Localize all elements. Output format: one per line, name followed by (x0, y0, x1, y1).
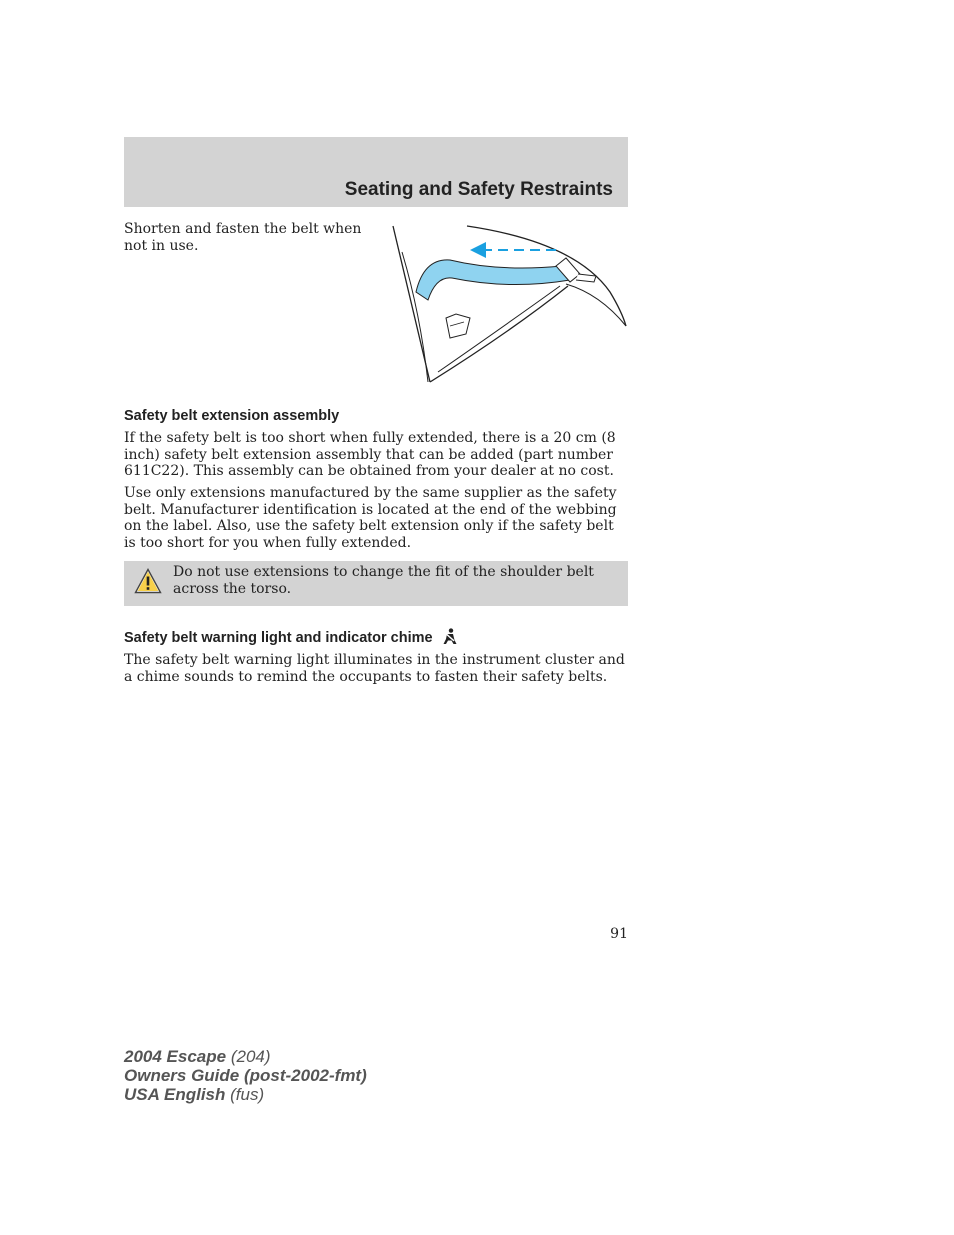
extension-paragraph-2: Use only extensions manufactured by the same supplier as the safety belt. Manufacturer identification is located at the end of the webbing on the label. Also, use the safety belt extension only if the safety belt is too short for you when fully extended. (124, 485, 617, 551)
section-title: Seating and Safety Restraints (344, 179, 613, 200)
warning-triangle-icon (134, 568, 162, 594)
page-number: 91 (610, 926, 628, 942)
extension-heading: Safety belt extension assembly (124, 408, 340, 424)
footer-line-1: 2004 Escape (204) (124, 1047, 271, 1066)
warning-box (124, 561, 628, 606)
footer-line-3: USA English (fus) (124, 1085, 265, 1104)
chime-paragraph: The safety belt warning light illuminates in the instrument cluster and a chime sounds to remind the occupants to fasten their safety belts. (124, 652, 625, 685)
extension-paragraph-1: If the safety belt is too short when fully extended, there is a 20 cm (8 inch) safety belt extension assembly that can be added (part number 611C22). This assembly can be obtained from your dealer at no cost. (124, 430, 616, 479)
warning-text: Do not use extensions to change the fit of the shoulder belt across the torso. (173, 564, 594, 597)
footer-line-2: Owners Guide (post-2002-fmt) (124, 1066, 367, 1085)
footer (124, 1047, 367, 1104)
seatbelt-person-icon (442, 628, 458, 645)
chime-heading-row (124, 628, 458, 646)
chime-heading: Safety belt warning light and indicator chime (124, 630, 433, 646)
intro-text: Shorten and fasten the belt when not in use. (124, 221, 362, 254)
belt-illustration (390, 222, 630, 387)
section-header (124, 137, 628, 207)
